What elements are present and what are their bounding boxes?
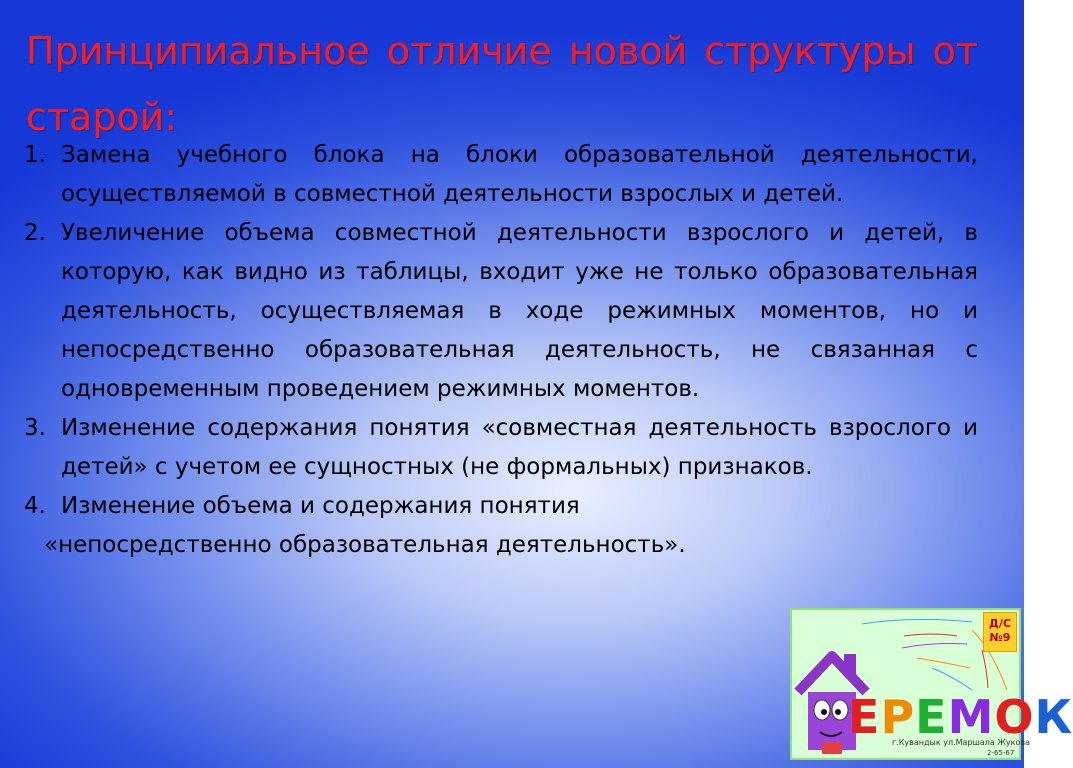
kindergarten-number-badge xyxy=(983,612,1017,652)
list-item-text: Изменение содержания понятия «совместная деятельность взрослого и детей» с учетом ее сущностных (не формальных) признаков. xyxy=(61,415,978,480)
logo-letter: О xyxy=(994,690,1035,744)
badge-label: Д/С xyxy=(989,617,1011,630)
logo-letter: М xyxy=(947,690,995,744)
list-item xyxy=(24,487,978,526)
logo-address: г.Кувандык ул.Маршала Жукова xyxy=(892,738,1030,747)
list-item-text: Замена учебного блока на блоки образовательной деятельности, осуществляемой в совместной деятельности взрослых и детей. xyxy=(61,142,978,207)
logo-letter: Е xyxy=(915,690,948,744)
logo-letter: К xyxy=(1034,690,1073,744)
list-item-text: Изменение объема и содержания понятия xyxy=(61,493,580,519)
list-item xyxy=(24,214,978,409)
slide-title: Принципиальное отличие новой структуры от старой: xyxy=(26,29,978,139)
list-item xyxy=(24,136,978,214)
list-item-number: 3. xyxy=(24,415,46,441)
list-item-number: 4. xyxy=(24,493,46,519)
logo-letter: Е xyxy=(848,690,881,744)
list-item-number: 2. xyxy=(24,220,46,246)
logo-letter: Р xyxy=(880,690,916,744)
list-item-text: Увеличение объема совместной деятельности взрослого и детей, в которую, как видно из таблицы, входит уже не только образовательная деятельность, осуществляемая в ходе режимных моментов, но и непосредственно образовательная деятельность, не связанная с одновременным проведением режимных моментов. xyxy=(61,220,978,402)
kindergarten-logo xyxy=(790,608,1073,760)
list-item-number: 1. xyxy=(24,142,46,168)
logo-name xyxy=(848,692,1073,742)
numbered-list xyxy=(24,136,978,565)
list-item-continuation: «непосредственно образовательная деятельность». xyxy=(44,532,686,558)
logo-phone: 2-65-67 xyxy=(987,749,1015,757)
list-item xyxy=(24,409,978,487)
badge-number: №9 xyxy=(989,631,1011,644)
